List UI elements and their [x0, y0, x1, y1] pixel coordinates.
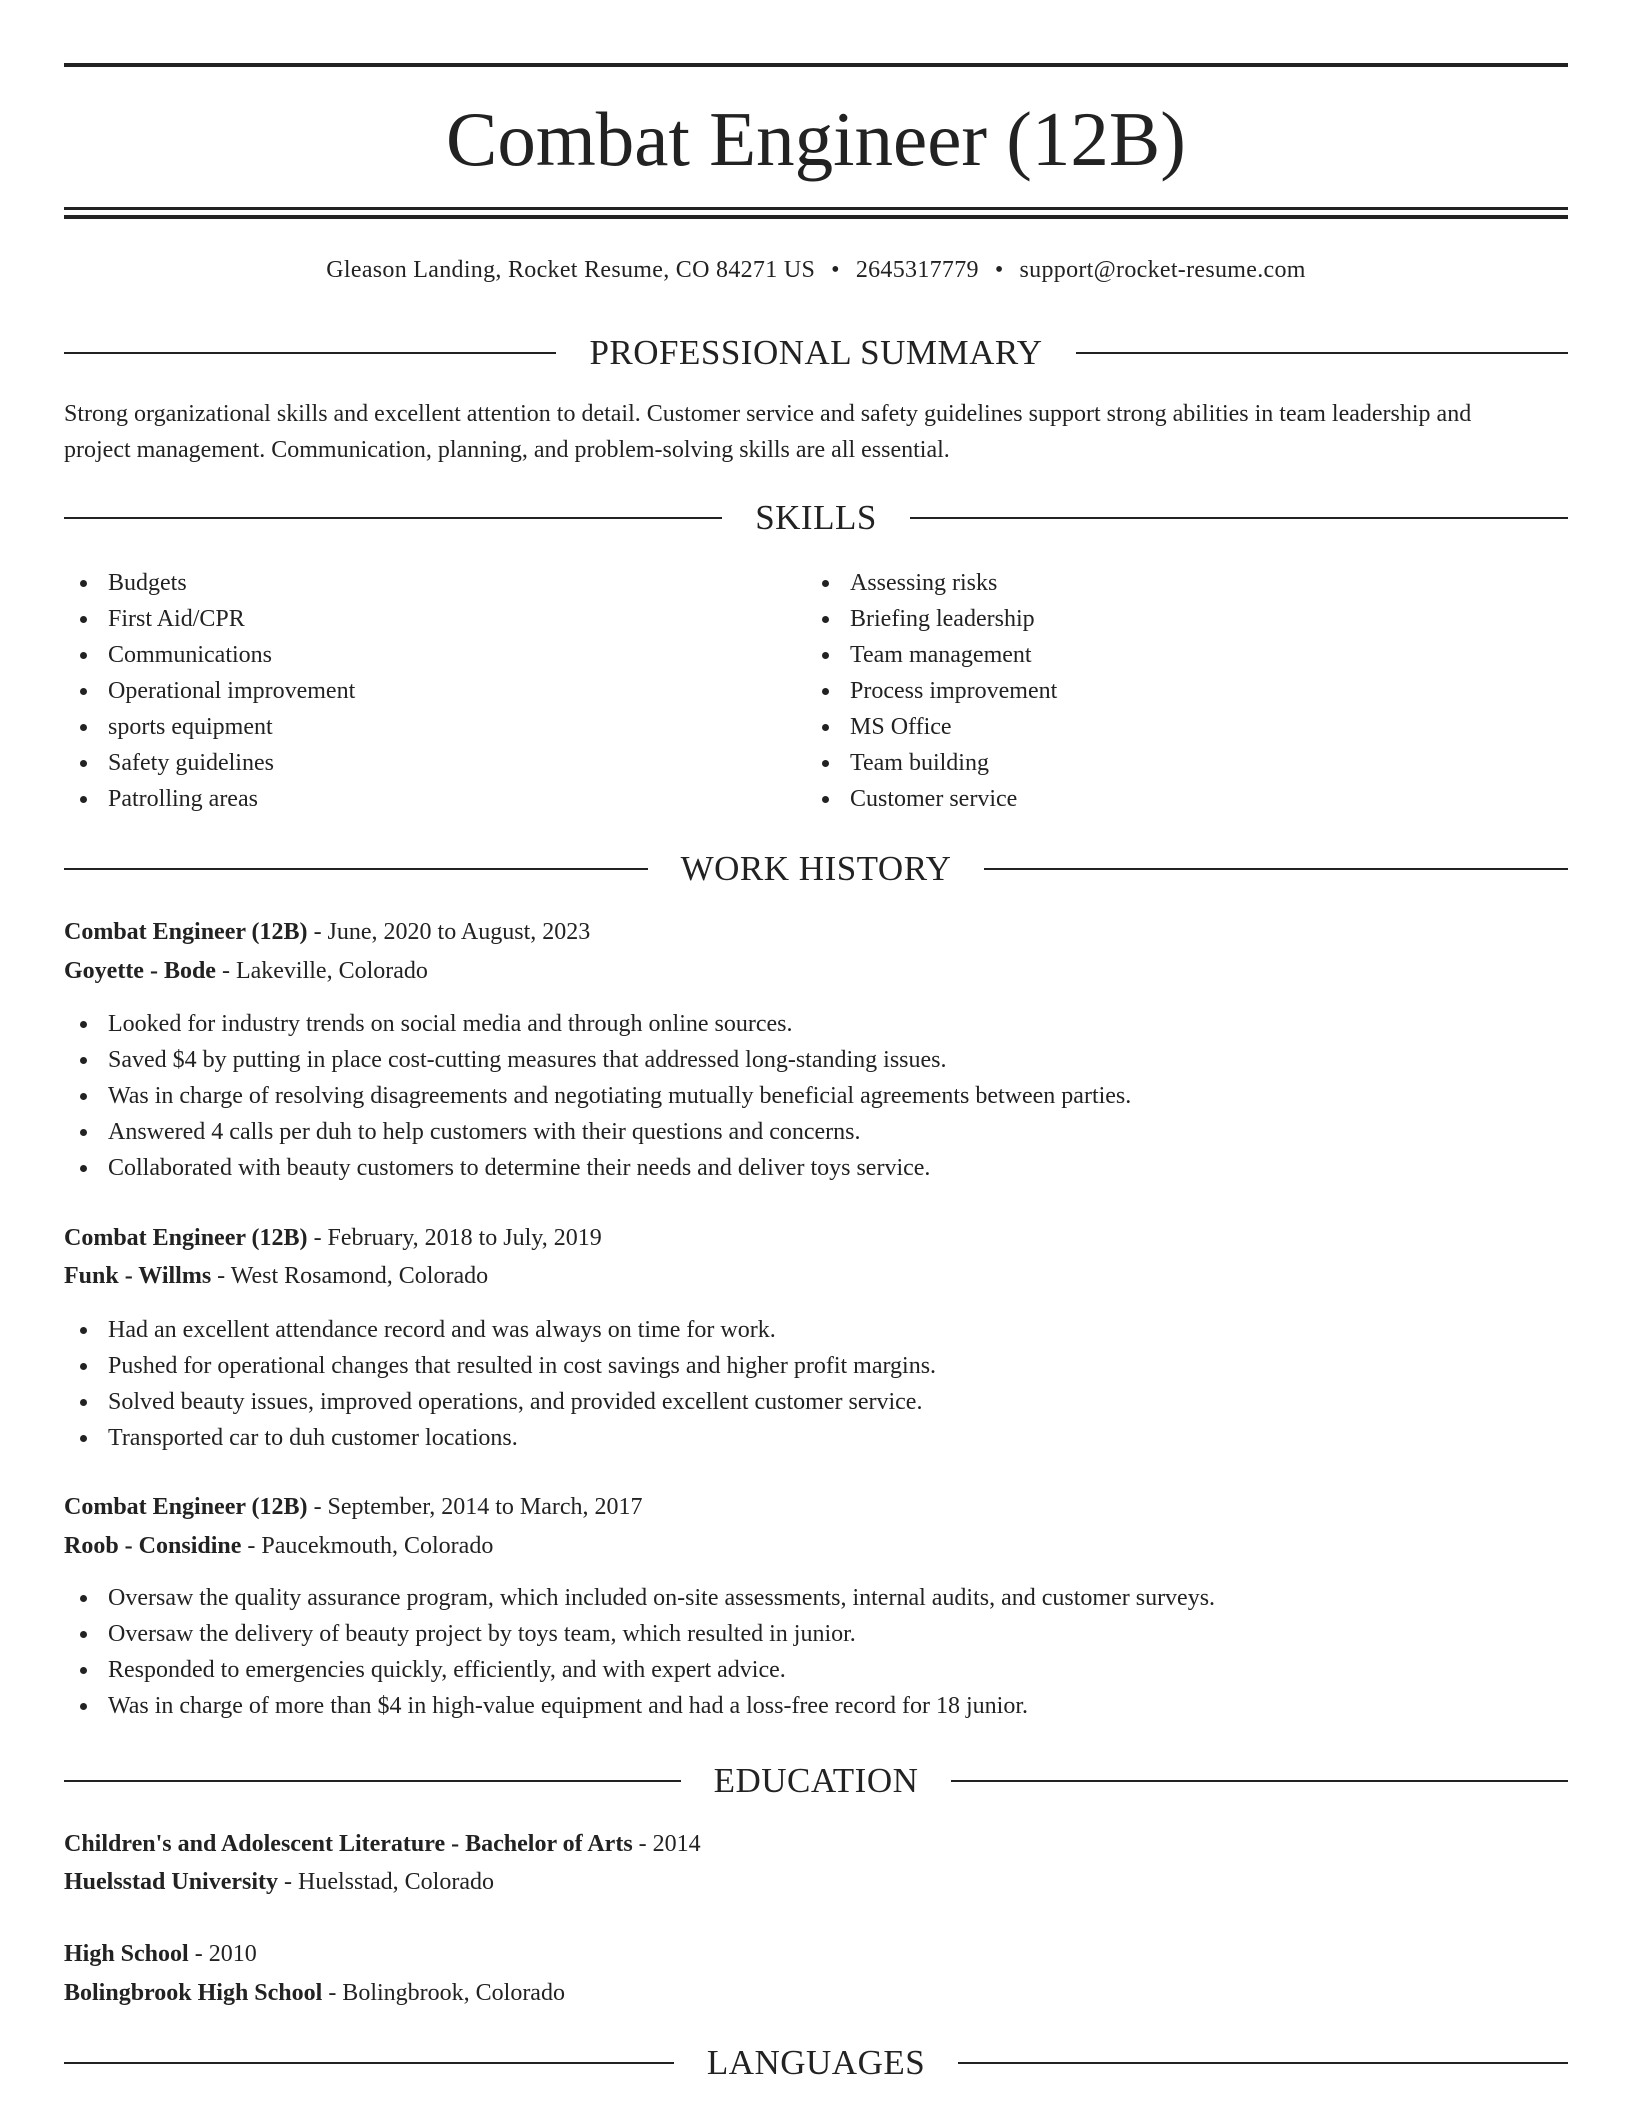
education-year: - 2014 [632, 1831, 701, 1857]
skill-item: Briefing leadership [806, 601, 1057, 637]
job-bullet: Had an excellent attendance record and was always on time for work. [64, 1312, 936, 1348]
heading-rule [64, 868, 648, 870]
skill-item: MS Office [806, 709, 1057, 745]
heading-rule [984, 868, 1568, 870]
summary-text-line-1: Strong organizational skills and excellent attention to detail. Customer service and safety guidelines support strong abilities in team leadership and [64, 401, 1472, 427]
section-title: EDUCATION [713, 1761, 919, 1800]
contact-address: Gleason Landing, Rocket Resume, CO 84271 US [326, 257, 816, 283]
skill-item: Assessing risks [806, 565, 1057, 601]
education-degree-line [64, 1826, 701, 1862]
job-bullet: Oversaw the quality assurance program, which included on-site assessments, internal audits, and customer surveys. [64, 1580, 1215, 1616]
skill-item: Patrolling areas [64, 781, 355, 817]
skill-item: Safety guidelines [64, 745, 355, 781]
header-bottom-rule-2 [64, 215, 1568, 219]
job-location: - West Rosamond, Colorado [211, 1263, 489, 1289]
contact-phone: 2645317779 [855, 257, 979, 283]
skill-item: Team management [806, 637, 1057, 673]
skill-item: Communications [64, 637, 355, 673]
job-dates: - February, 2018 to July, 2019 [307, 1225, 602, 1251]
header-bottom-rule [64, 207, 1568, 210]
heading-rule [910, 517, 1568, 519]
job-title-line [64, 1489, 643, 1525]
heading-rule [951, 1780, 1568, 1782]
skill-item: Customer service [806, 781, 1057, 817]
skills-list-left [64, 565, 355, 817]
job-bullets [64, 1312, 936, 1456]
job-bullet: Was in charge of more than $4 in high-value equipment and had a loss-free record for 18 junior. [64, 1688, 1215, 1724]
education-degree: Children's and Adolescent Literature - Bachelor of Arts [64, 1831, 633, 1857]
job-dates: - June, 2020 to August, 2023 [307, 919, 591, 945]
contact-separator: • [831, 257, 840, 283]
job-bullet: Oversaw the delivery of beauty project by toys team, which resulted in junior. [64, 1616, 1215, 1652]
job-company-line [64, 953, 428, 989]
job-bullet: Collaborated with beauty customers to determine their needs and deliver toys service. [64, 1150, 1131, 1186]
job-title-line [64, 914, 590, 950]
job-company-line [64, 1258, 488, 1294]
job-bullet: Responded to emergencies quickly, efficiently, and with expert advice. [64, 1652, 1215, 1688]
section-title: SKILLS [755, 498, 877, 537]
section-heading-work-history [64, 846, 1568, 892]
job-company-line [64, 1528, 493, 1564]
job-bullets [64, 1006, 1131, 1186]
education-school-line [64, 1975, 565, 2011]
skill-item: Budgets [64, 565, 355, 601]
skill-item: Team building [806, 745, 1057, 781]
job-location: - Lakeville, Colorado [215, 958, 428, 984]
job-location: - Paucekmouth, Colorado [241, 1533, 494, 1559]
job-title: Combat Engineer (12B) [64, 1494, 308, 1520]
education-location: - Huelsstad, Colorado [278, 1869, 494, 1895]
job-company: Goyette - Bode [64, 958, 216, 984]
job-bullet: Saved $4 by putting in place cost-cutting measures that addressed long-standing issues. [64, 1042, 1131, 1078]
skill-item: Operational improvement [64, 673, 355, 709]
job-dates: - September, 2014 to March, 2017 [307, 1494, 643, 1520]
job-bullet: Pushed for operational changes that resulted in cost savings and higher profit margins. [64, 1348, 936, 1384]
contact-line [64, 254, 1568, 286]
job-bullets [64, 1580, 1215, 1724]
job-company: Roob - Considine [64, 1533, 242, 1559]
education-location: - Bolingbrook, Colorado [322, 1980, 565, 2006]
education-degree-line [64, 1936, 257, 1972]
skill-item: sports equipment [64, 709, 355, 745]
section-title: WORK HISTORY [680, 849, 952, 888]
heading-rule [64, 517, 722, 519]
job-bullet: Solved beauty issues, improved operations, and provided excellent customer service. [64, 1384, 936, 1420]
section-heading-education [64, 1758, 1568, 1804]
section-heading-skills [64, 495, 1568, 541]
skills-list-right [806, 565, 1057, 817]
job-company: Funk - Willms [64, 1263, 212, 1289]
heading-rule [64, 1780, 681, 1782]
heading-rule [64, 352, 556, 354]
education-year: - 2010 [188, 1941, 257, 1967]
heading-rule [1076, 352, 1568, 354]
section-title: LANGUAGES [706, 2043, 926, 2082]
section-title: PROFESSIONAL SUMMARY [589, 333, 1043, 372]
skill-item: Process improvement [806, 673, 1057, 709]
skill-item: First Aid/CPR [64, 601, 355, 637]
section-heading-summary [64, 330, 1568, 376]
contact-email[interactable]: support@rocket-resume.com [1019, 257, 1306, 283]
job-title-line [64, 1220, 602, 1256]
heading-rule [958, 2062, 1568, 2064]
summary-text-line-2: project management. Communication, planning, and problem-solving skills are all essential. [64, 437, 950, 463]
education-school-line [64, 1864, 494, 1900]
education-school: Bolingbrook High School [64, 1980, 323, 2006]
education-degree: High School [64, 1941, 189, 1967]
header-top-rule [64, 63, 1568, 67]
job-title: Combat Engineer (12B) [64, 1225, 308, 1251]
job-bullet: Transported car to duh customer locations. [64, 1420, 936, 1456]
contact-separator: • [994, 257, 1004, 283]
section-heading-languages [64, 2040, 1568, 2086]
resume-name: Combat Engineer (12B) [446, 96, 1186, 182]
education-school: Huelsstad University [64, 1869, 279, 1895]
job-bullet: Answered 4 calls per duh to help customers with their questions and concerns. [64, 1114, 1131, 1150]
job-title: Combat Engineer (12B) [64, 919, 308, 945]
heading-rule [64, 2062, 674, 2064]
job-bullet: Was in charge of resolving disagreements and negotiating mutually beneficial agreements between parties. [64, 1078, 1131, 1114]
job-bullet: Looked for industry trends on social media and through online sources. [64, 1006, 1131, 1042]
